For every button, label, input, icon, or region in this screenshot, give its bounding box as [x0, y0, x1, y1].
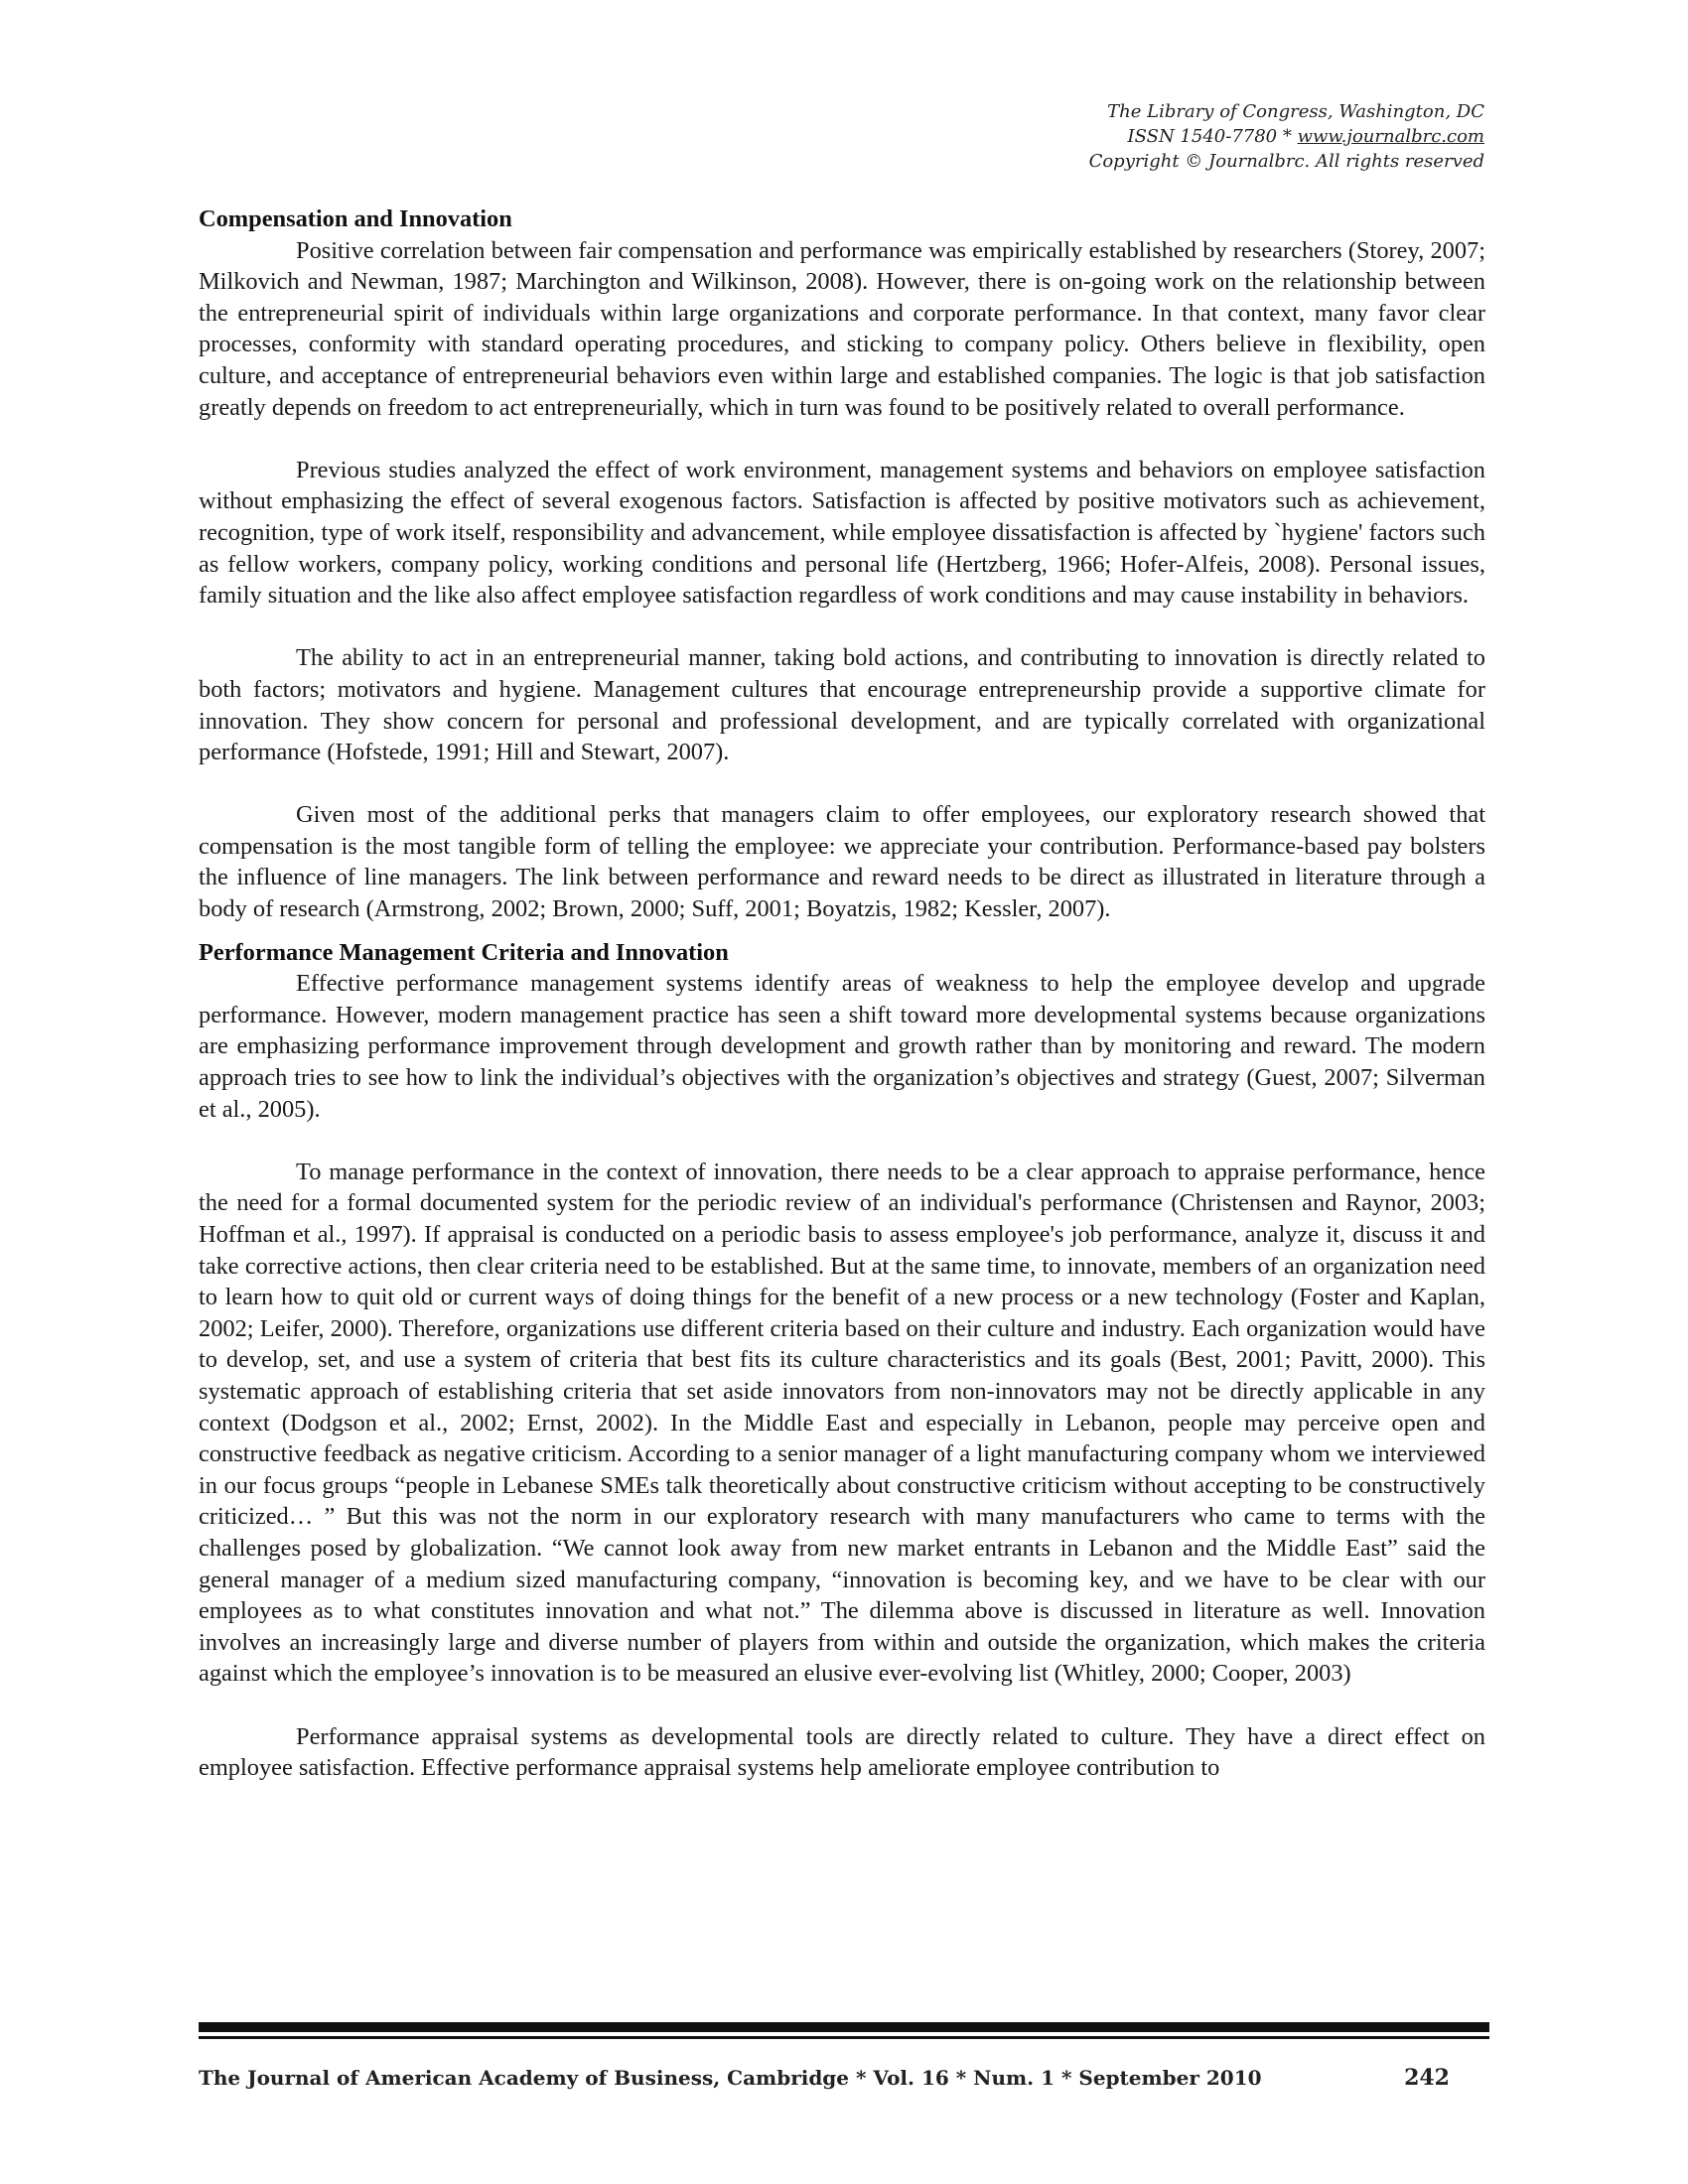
paragraph: Positive correlation between fair compensation and performance was empirically established by researchers (Storey, 2007; Milkovich and Newman, 1987; Marchington and Wilkinson, 2008). However, there is on-going work on the relationship between the entrepreneurial spirit of individuals within large organizations and corporate performance. In that context, many favor clear processes, conformity with standard operating procedures, and sticking to company policy. Others believe in flexibility, open culture, and acceptance of entrepreneurial behaviors even within large and established companies. The logic is that job satisfaction greatly depends on freedom to act entrepreneurially, which in turn was found to be positively related to overall performance.	[199, 236, 1485, 421]
section-heading-compensation: Compensation and Innovation	[199, 205, 512, 232]
footer-journal-citation: The Journal of American Academy of Business, Cambridge * Vol. 16 * Num. 1 * September 2010	[199, 2066, 1262, 2090]
paragraph: Effective performance management systems identify areas of weakness to help the employee develop and upgrade performance. However, modern management practice has seen a shift toward more developmental systems because organizations are emphasizing performance improvement through development and growth rather than by monitoring and reward. The modern approach tries to see how to link the individual’s objectives with the organization’s objectives and strategy (Guest, 2007; Silverman et al., 2005).	[199, 970, 1485, 1123]
paragraph: Previous studies analyzed the effect of work environment, management systems and behaviors on employee satisfaction without emphasizing the effect of several exogenous factors. Satisfaction is affected by positive motivators such as achievement, recognition, type of work itself, responsibility and advancement, while employee dissatisfaction is affected by `hygiene' factors such as fellow workers, company policy, working conditions and personal life (Hertzberg, 1966; Hofer-Alfeis, 2008). Personal issues, family situation and the like also affect employee satisfaction regardless of work conditions and may cause instability in behaviors.	[199, 456, 1485, 610]
paragraph: To manage performance in the context of innovation, there needs to be a clear approach to appraise performance, hence the need for a formal documented system for the periodic review of an individual's performance (Christensen and Raynor, 2003; Hoffman et al., 1997). If appraisal is conducted on a periodic basis to assess employee's job performance, analyze it, discuss it and take corrective actions, then clear criteria need to be established. But at the same time, to innovate, members of an organization need to learn how to quit old or current ways of doing things for the benefit of a new process or a new technology (Foster and Kaplan, 2002; Leifer, 2000). Therefore, organizations use different criteria based on their culture and industry. Each organization would have to develop, set, and use a system of criteria that best fits its culture characteristics and its goals (Best, 2001; Pavitt, 2000). This systematic approach of establishing criteria that set aside innovators from non-innovators may not be directly applicable in any context (Dodgson et al., 2002; Ernst, 2002). In the Middle East and especially in Lebanon, people may perceive open and constructive feedback as negative criticism. According to a senior manager of a light manufacturing company whom we interviewed in our focus groups “people in Lebanese SMEs talk theoretically about constructive criticism without accepting to be constructively criticized… ” But this was not the norm in our exploratory research with many manufacturers who came to terms with the challenges posed by globalization. “We cannot look away from new market entrants in Lebanon and the Middle East” said the general manager of a medium sized manufacturing company, “innovation is becoming key, and we have to be clear with our employees as to what constitutes innovation and what not.” The dilemma above is discussed in literature as well. Innovation involves an increasingly large and diverse number of players from within and outside the organization, which makes the criteria against which the employee’s innovation is to be measured an elusive ever-evolving list (Whitley, 2000; Cooper, 2003)	[199, 1158, 1485, 1688]
page-number: 242	[1404, 2065, 1450, 2091]
journal-url-link[interactable]: www.journalbrc.com	[1297, 126, 1484, 147]
paragraph: The ability to act in an entrepreneurial manner, taking bold actions, and contributing to innovation is directly related to both factors; motivators and hygiene. Management cultures that encourage entrepreneurship provide a supportive climate for innovation. They show concern for personal and professional development, and are typically correlated with organizational performance (Hofstede, 1991; Hill and Stewart, 2007).	[199, 644, 1485, 766]
section-heading-performance-management: Performance Management Criteria and Innovation	[199, 938, 729, 966]
article-body	[199, 204, 1485, 1784]
footer-rule-thick	[199, 2022, 1489, 2032]
footer-rule-thin	[199, 2036, 1489, 2039]
running-head-issn	[1089, 124, 1484, 149]
running-head	[1089, 99, 1484, 174]
paragraph: Performance appraisal systems as developmental tools are directly related to culture. They have a direct effect on employee satisfaction. Effective performance appraisal systems help ameliorate employee contribution to	[199, 1722, 1485, 1782]
paragraph: Given most of the additional perks that managers claim to offer employees, our exploratory research showed that compensation is the most tangible form of telling the employee: we appreciate your contribution. Performance-based pay bolsters the influence of line managers. The link between performance and reward needs to be direct as illustrated in literature through a body of research (Armstrong, 2002; Brown, 2000; Suff, 2001; Boyatzis, 1982; Kessler, 2007).	[199, 801, 1485, 923]
running-head-issn-text: ISSN 1540-7780 *	[1127, 126, 1298, 147]
running-head-copyright: Copyright © Journalbrc. All rights reserved	[1088, 151, 1484, 172]
running-head-library: The Library of Congress, Washington, DC	[1107, 101, 1484, 122]
page-footer	[199, 2065, 1450, 2091]
